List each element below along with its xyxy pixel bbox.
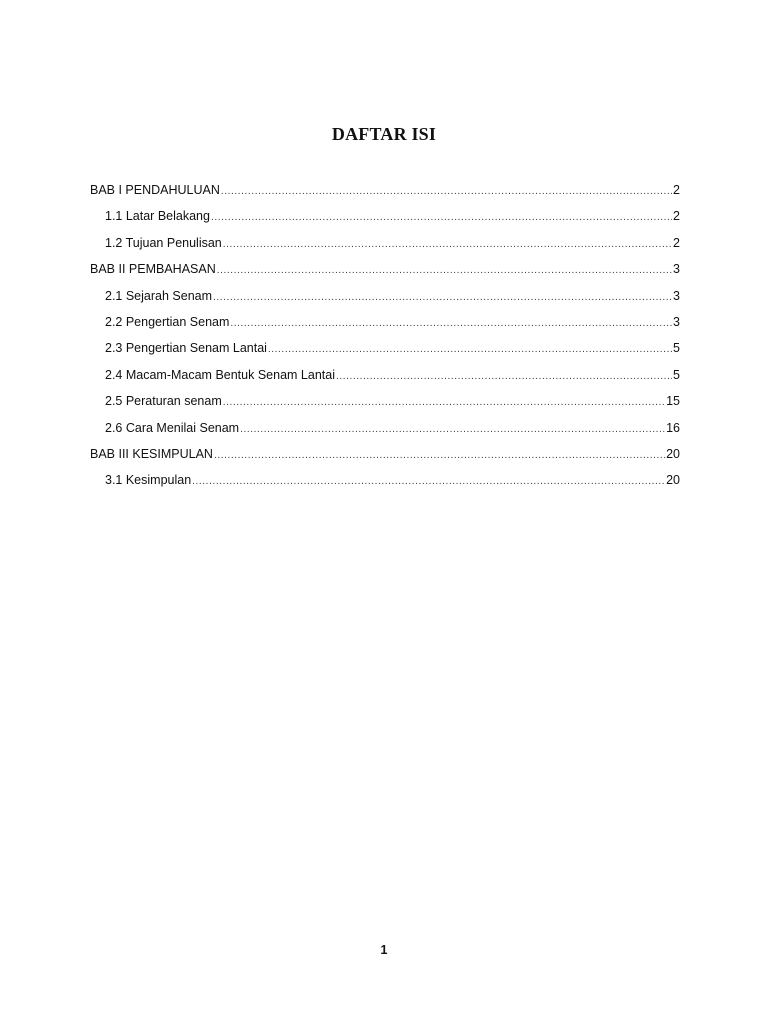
toc-entry-label: 2.1 Sejarah Senam <box>105 288 213 303</box>
toc-entry <box>90 312 680 338</box>
toc-leader-dots <box>336 367 672 387</box>
toc-entry-label: 2.6 Cara Menilai Senam <box>105 420 240 435</box>
toc-entry-label: BAB III KESIMPULAN <box>90 446 213 461</box>
toc-entry <box>90 338 680 364</box>
toc-entry-label: 2.3 Pengertian Senam Lantai <box>105 341 267 356</box>
toc-leader-dots <box>230 314 672 334</box>
toc-leader-dots <box>223 235 672 255</box>
toc-entry <box>90 391 680 417</box>
page-number: 1 <box>380 943 388 957</box>
toc-entry-page: 16 <box>666 420 680 435</box>
toc-entry <box>90 286 680 312</box>
toc-leader-dots <box>217 261 672 281</box>
toc-entry-page: 2 <box>673 235 680 250</box>
toc-entry-label: 1.1 Latar Belakang <box>105 209 210 224</box>
toc-entry-page: 3 <box>673 314 680 329</box>
toc-entry <box>90 470 680 496</box>
toc-entry-page: 5 <box>673 367 680 382</box>
toc-entry-page: 2 <box>673 183 680 197</box>
toc-entry-label: BAB II PEMBAHASAN <box>90 262 216 277</box>
toc-entry <box>90 365 680 391</box>
toc-entry <box>90 418 680 444</box>
toc-entry-label: 2.2 Pengertian Senam <box>105 314 230 329</box>
toc-entry-label: 3.1 Kesimpulan <box>105 473 192 488</box>
toc-entry-page: 15 <box>666 394 680 409</box>
toc-leader-dots <box>221 182 672 202</box>
toc-leader-dots <box>211 208 672 228</box>
toc-entry <box>90 259 680 285</box>
toc-entry-page: 20 <box>666 473 680 488</box>
toc-entry-page: 20 <box>666 446 680 461</box>
toc-entry <box>90 233 680 259</box>
toc-entry-label: BAB I PENDAHULUAN <box>90 183 220 197</box>
toc-leader-dots <box>240 420 665 440</box>
toc-entry-page: 3 <box>673 262 680 277</box>
toc-leader-dots <box>268 340 672 360</box>
toc-leader-dots <box>214 446 665 466</box>
toc-entry-page: 5 <box>673 341 680 356</box>
page-title: DAFTAR ISI <box>331 124 437 144</box>
toc-leader-dots <box>192 472 665 492</box>
toc-entry-page: 2 <box>673 209 680 224</box>
toc-leader-dots <box>223 393 665 413</box>
toc-entry-label: 2.4 Macam-Macam Bentuk Senam Lantai <box>105 367 335 382</box>
toc-entry <box>90 444 680 470</box>
table-of-contents <box>90 180 680 497</box>
toc-leader-dots <box>213 288 672 308</box>
toc-entry <box>90 206 680 232</box>
toc-entry-label: 1.2 Tujuan Penulisan <box>105 235 222 250</box>
toc-entry-label: 2.5 Peraturan senam <box>105 394 222 409</box>
toc-entry-page: 3 <box>673 288 680 303</box>
toc-entry <box>90 180 680 206</box>
